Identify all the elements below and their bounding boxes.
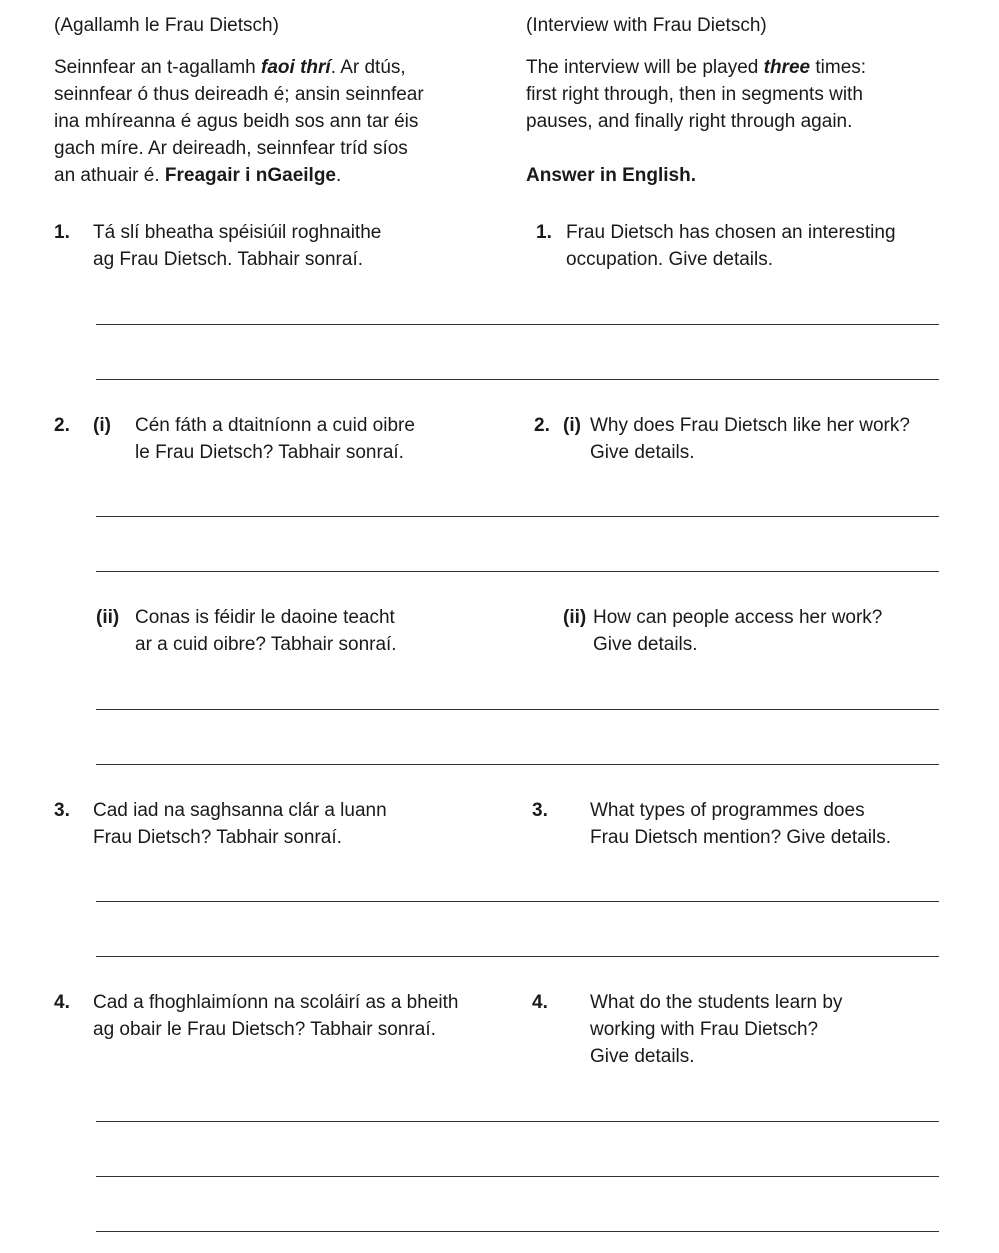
q3-text-irish: Cad iad na saghsanna clár a luann Frau Dietsch? Tabhair sonraí.	[93, 800, 387, 848]
q4-answer-line-2[interactable]	[96, 1176, 939, 1177]
q1-answer-line-1[interactable]	[96, 324, 939, 325]
q3-answer-line-2[interactable]	[96, 956, 939, 957]
q4-text-irish: Cad a fhoghlaimíonn na scoláirí as a bheith ag obair le Frau Dietsch? Tabhair sonraí.	[93, 992, 459, 1040]
q1-number-irish: 1.	[54, 222, 70, 243]
answer-in-english: Answer in English.	[526, 165, 696, 186]
emphasis-three: three	[763, 57, 811, 78]
answer-in-irish: Freagair i nGaeilge	[164, 165, 336, 186]
q2ii-text-english: How can people access her work? Give details.	[593, 607, 883, 655]
q2ii-answer-line-2[interactable]	[96, 764, 939, 765]
instructions-irish-line: seinnfear ó thus deireadh é; ansin seinnfear	[54, 84, 424, 105]
q2i-label-english: (i)	[563, 415, 581, 436]
instructions-english-line	[526, 135, 866, 162]
q2ii-label-irish: (ii)	[96, 607, 120, 628]
q1-text-irish: Tá slí bheatha spéisiúil roghnaithe ag Frau Dietsch. Tabhair sonraí.	[93, 222, 382, 270]
q2-number-irish: 2.	[54, 415, 70, 436]
irish-title: (Agallamh le Frau Dietsch)	[54, 15, 279, 36]
q2ii-label-english: (ii)	[563, 607, 587, 628]
instructions-irish	[54, 54, 424, 189]
q3-number-english: 3.	[532, 800, 548, 821]
q4-answer-line-1[interactable]	[96, 1121, 939, 1122]
instructions-irish-line: Seinnfear an t-agallamh faoi thrí. Ar dtús,	[54, 57, 406, 78]
emphasis-faoi-thri: faoi thrí	[261, 57, 331, 78]
q1-text-english: Frau Dietsch has chosen an interesting occupation. Give details.	[566, 222, 896, 270]
english-title: (Interview with Frau Dietsch)	[526, 15, 767, 36]
q1-answer-line-2[interactable]	[96, 379, 939, 380]
q2i-text-english: Why does Frau Dietsch like her work? Give details.	[590, 415, 910, 463]
q3-text-english: What types of programmes does Frau Dietsch mention? Give details.	[590, 800, 891, 848]
q2i-text-irish: Cén fáth a dtaitníonn a cuid oibre le Frau Dietsch? Tabhair sonraí.	[135, 415, 415, 463]
q2ii-answer-line-1[interactable]	[96, 709, 939, 710]
instructions-english-line: first right through, then in segments with	[526, 84, 863, 105]
instructions-irish-line: ina mhíreanna é agus beidh sos ann tar éis	[54, 111, 419, 132]
q1-number-english: 1.	[536, 222, 552, 243]
q2i-answer-line-1[interactable]	[96, 516, 939, 517]
instructions-english	[526, 54, 866, 189]
q4-number-irish: 4.	[54, 992, 70, 1013]
q4-answer-line-3[interactable]	[96, 1231, 939, 1232]
instructions-english-line: The interview will be played three times:	[526, 57, 867, 78]
q4-text-english: What do the students learn by working with Frau Dietsch? Give details.	[590, 992, 843, 1067]
q2i-answer-line-2[interactable]	[96, 571, 939, 572]
q3-answer-line-1[interactable]	[96, 901, 939, 902]
instructions-irish-line: gach míre. Ar deireadh, seinnfear tríd síos	[54, 138, 408, 159]
instructions-english-line: pauses, and finally right through again.	[526, 111, 853, 132]
q2ii-text-irish: Conas is féidir le daoine teacht ar a cuid oibre? Tabhair sonraí.	[135, 607, 397, 655]
q4-number-english: 4.	[532, 992, 548, 1013]
q2-number-english: 2.	[534, 415, 550, 436]
q2i-label-irish: (i)	[93, 415, 111, 436]
q3-number-irish: 3.	[54, 800, 70, 821]
instructions-irish-line: an athuair é. Freagair i nGaeilge.	[54, 165, 342, 186]
